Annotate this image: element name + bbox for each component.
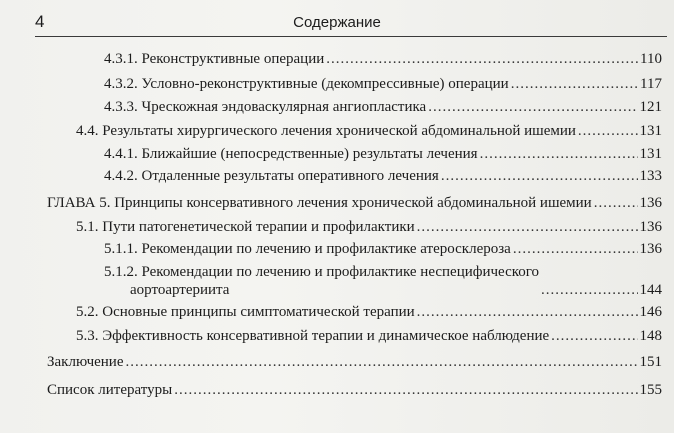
- toc-entry-page: 151: [639, 354, 662, 370]
- toc-entry: [104, 98, 662, 116]
- dot-leader: [326, 50, 638, 68]
- toc-entry: [76, 303, 662, 321]
- toc-entry-page: 117: [640, 76, 662, 92]
- toc-entry-title: Список литературы: [47, 382, 173, 398]
- toc-entry-title: 4.4.2. Отдаленные результаты оперативного лечения: [104, 168, 439, 184]
- toc-entry: [104, 50, 662, 68]
- dot-leader: [174, 381, 637, 399]
- toc-entry: [104, 75, 662, 93]
- toc-entry: [76, 218, 662, 236]
- dot-leader: [578, 122, 638, 140]
- toc-entry-page: 136: [639, 241, 662, 257]
- dot-leader: [417, 303, 638, 321]
- toc-entry-title: 4.3.3. Чрескожная эндоваскулярная ангиопластика: [104, 99, 427, 115]
- toc-entry-page: 155: [639, 382, 662, 398]
- toc-entry-title: 4.4.1. Ближайшие (непосредственные) результаты лечения: [104, 146, 478, 162]
- dot-leader: [417, 218, 638, 236]
- toc-entry-chapter: [47, 194, 662, 212]
- toc-entry: [104, 167, 662, 185]
- toc-entry: [104, 240, 662, 258]
- toc-entry-title-line1: 5.1.2. Рекомендации по лечению и профилактике неспецифического: [104, 264, 540, 280]
- toc-entry-title: 5.2. Основные принципы симптоматической терапии: [76, 304, 415, 320]
- toc-entry: [47, 353, 662, 371]
- toc-entry: [104, 263, 662, 299]
- toc-entry-title: 4.3.2. Условно-реконструктивные (декомпрессивные) операции: [104, 76, 509, 92]
- toc-entry-page: 121: [639, 99, 662, 115]
- dot-leader: [441, 167, 638, 185]
- dot-leader: [480, 145, 638, 163]
- toc-entry-title: 4.4. Результаты хирургического лечения хронической абдоминальной ишемии: [76, 123, 576, 139]
- toc-entry-title: [104, 263, 539, 299]
- toc-entry: [76, 327, 662, 345]
- dot-leader: [511, 75, 638, 93]
- dot-leader: [551, 327, 637, 345]
- toc-entry-title: 5.1.1. Рекомендации по лечению и профилактике атеросклероза: [104, 241, 511, 257]
- dot-leader: [594, 194, 638, 212]
- dot-leader: [428, 98, 637, 116]
- toc-entry-page: 144: [639, 282, 662, 298]
- toc-entry-page: 136: [639, 195, 662, 211]
- dot-leader: [541, 281, 637, 299]
- toc-entry-title: 5.1. Пути патогенетической терапии и профилактики: [76, 219, 415, 235]
- toc-entry-title: 5.3. Эффективность консервативной терапии и динамическое наблюдение: [76, 328, 550, 344]
- toc-entry-page: 146: [639, 304, 662, 320]
- dot-leader: [126, 353, 638, 371]
- toc-entry-page: 148: [639, 328, 662, 344]
- toc-entry-page: 131: [639, 146, 662, 162]
- toc-entry-title: Заключение: [47, 354, 124, 370]
- toc-entry-title: 4.3.1. Реконструктивные операции: [104, 51, 325, 67]
- toc-entry-page: 110: [640, 51, 662, 67]
- running-title: Содержание: [293, 14, 381, 31]
- toc-entry-page: 136: [639, 219, 662, 235]
- toc-entry-page: 133: [639, 168, 662, 184]
- toc-entry: [104, 145, 662, 163]
- dot-leader: [513, 240, 638, 258]
- toc-entry-title-line2: аортоартериита: [130, 282, 230, 298]
- toc-entry-page: 131: [639, 123, 662, 139]
- toc-entry: [47, 381, 662, 399]
- toc-entry-title: ГЛАВА 5. Принципы консервативного лечения хронической абдоминальной ишемии: [47, 195, 592, 211]
- page-number: 4: [35, 12, 45, 31]
- toc-entry: [76, 122, 662, 140]
